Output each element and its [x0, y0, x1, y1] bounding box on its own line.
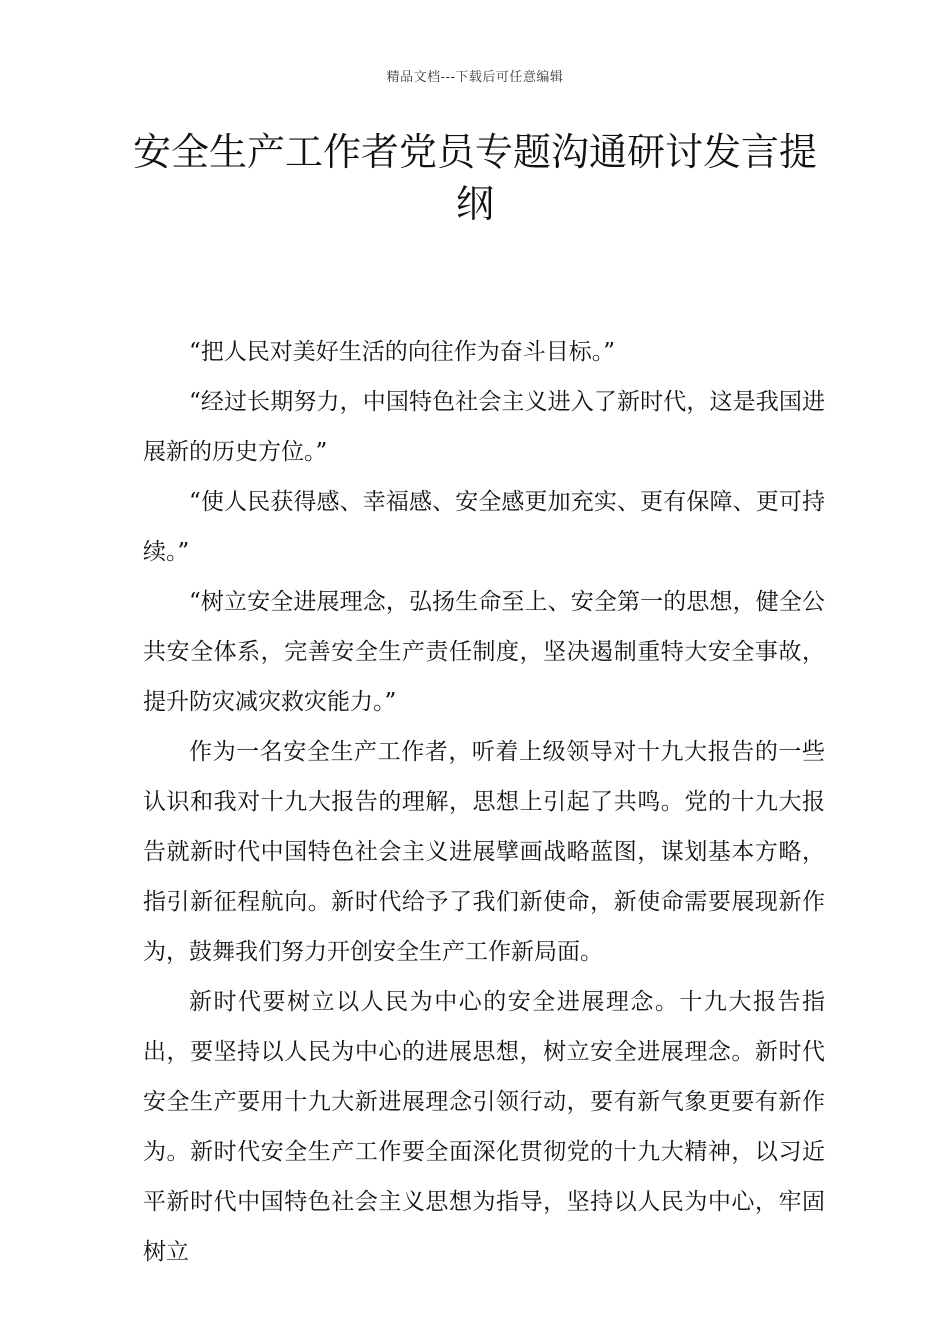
- paragraph-2: “经过长期努力，中国特色社会主义进入了新时代，这是我国进展新的历史方位。”: [143, 389, 825, 465]
- document-body: [143, 327, 825, 1277]
- paragraph-6: 新时代要树立以人民为中心的安全进展理念。十九大报告指出，要坚持以人民为中心的进展思想，树立安全进展理念。新时代安全生产要用十九大新进展理念引领行动，要有新气象更要有新作为。新时代安全生产工作要全面深化贯彻党的十九大精神，以习近平新时代中国特色社会主义思想为指导，坚持以人民为中心，牢固树立: [143, 989, 825, 1265]
- header-note: 精品文档---下载后可任意编辑: [386, 70, 564, 85]
- document-title: 安全生产工作者党员专题沟通研讨发言提纲: [132, 130, 817, 226]
- paragraph-4: “树立安全进展理念，弘扬生命至上、安全第一的思想，健全公共安全体系，完善安全生产责任制度，坚决遏制重特大安全事故，提升防灾减灾救灾能力。”: [143, 589, 825, 715]
- paragraph-3: “使人民获得感、幸福感、安全感更加充实、更有保障、更可持续。”: [143, 489, 825, 565]
- paragraph-5: 作为一名安全生产工作者，听着上级领导对十九大报告的一些认识和我对十九大报告的理解，思想上引起了共鸣。党的十九大报告就新时代中国特色社会主义进展擘画战略蓝图，谋划基本方略，指引新征程航向。新时代给予了我们新使命，新使命需要展现新作为，鼓舞我们努力开创安全生产工作新局面。: [143, 739, 825, 965]
- paragraph-1: “把人民对美好生活的向往作为奋斗目标。”: [189, 339, 616, 365]
